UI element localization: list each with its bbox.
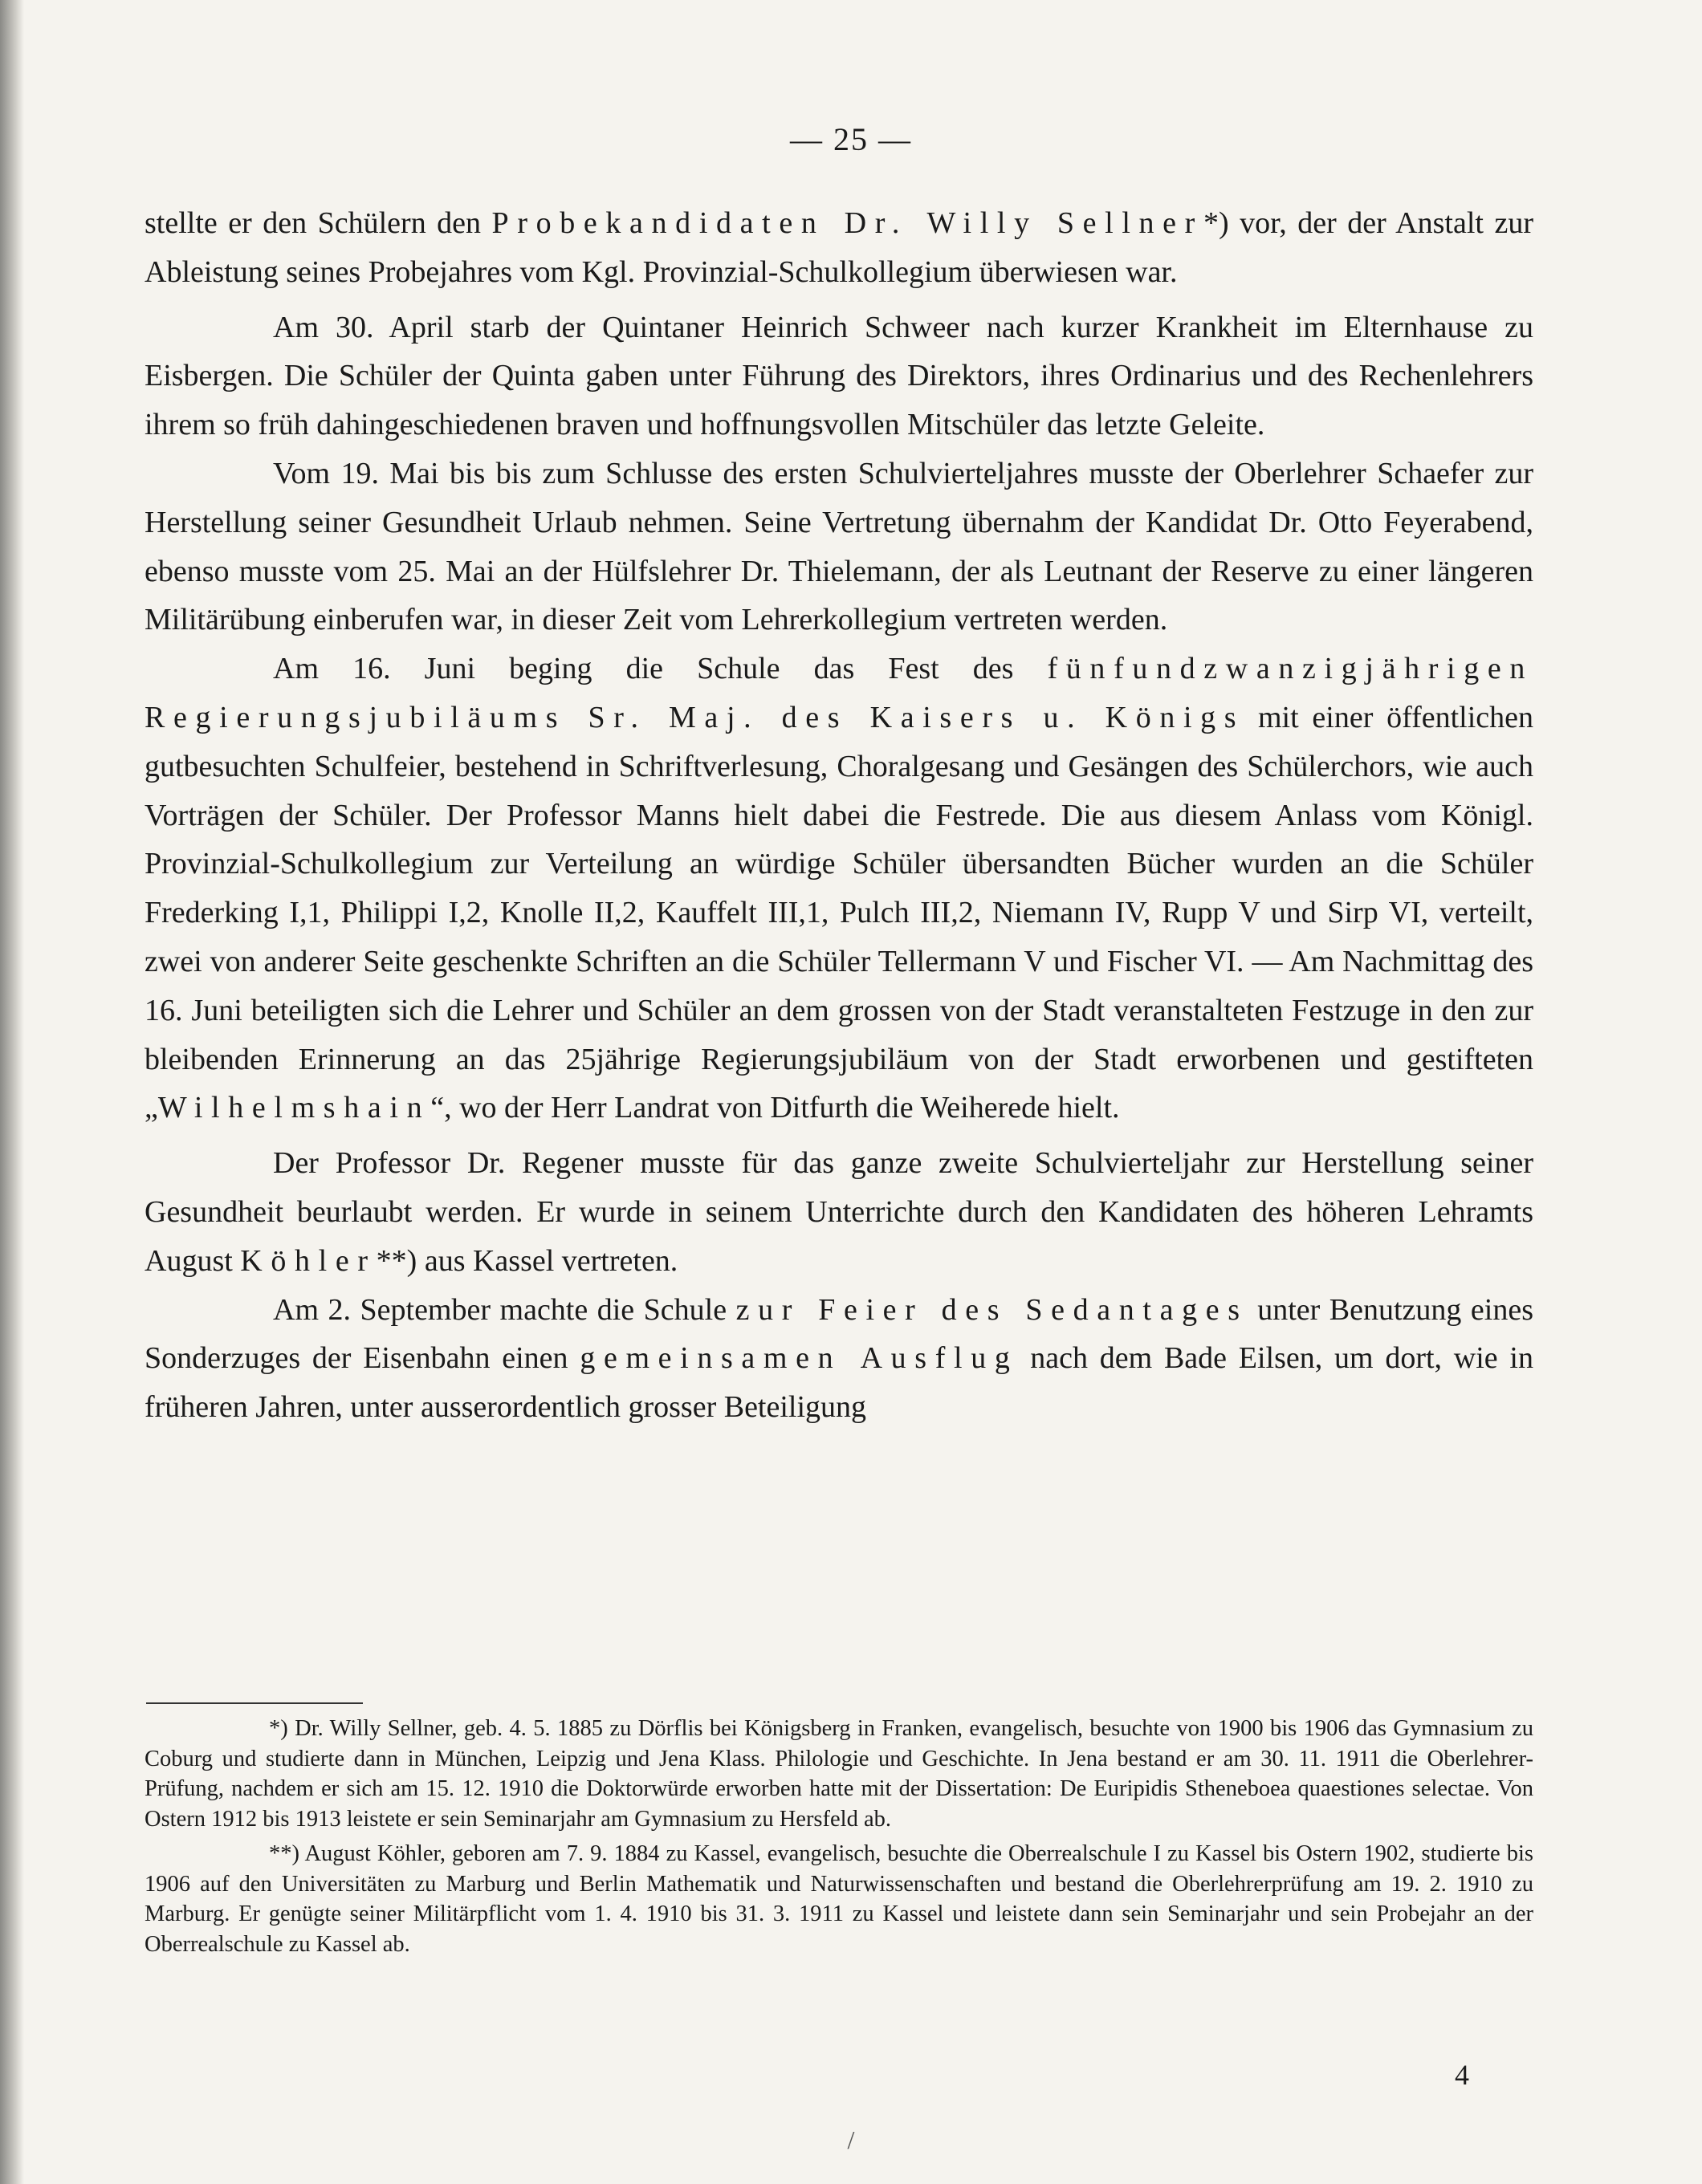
page-number: — 25 — bbox=[790, 121, 912, 157]
sheet-number: 4 bbox=[1455, 2059, 1469, 2091]
spaced-emphasis: gemeinsamen Ausflug bbox=[580, 1341, 1019, 1376]
paragraph-6: Am 2. September machte die Schule zur Feier des Sedantages unter Benutzung eines Sonderzuges der Eisenbahn einen gemeinsamen Ausflug nach dem Bade Eilsen, um dort, wie in früheren Jahren, unter ausserordentlich grosser Beteiligung bbox=[145, 1292, 1533, 1425]
page-binding-edge bbox=[0, 0, 24, 2184]
paragraph-5: Der Professor Dr. Regener musste für das ganze zweite Schulvierteljahr zur Herstellung seiner Gesundheit beurlaubt werden. Er wurde in seinem Unterrichte durch den Kandidaten des höheren Lehramts August Köhler**) aus Kassel vertreten. bbox=[145, 1146, 1533, 1278]
paragraph-4: Am 16. Juni beging die Schule das Fest des fünfundzwanzigjährigen Regierungsjubiläums Sr. Maj. des Kaisers u. Königs mit einer öffentlichen gutbesuchten Schulfeier, bestehend in Schriftverlesung, Choralgesang und Gesängen des Schülerchors, wie auch Vorträgen der Schüler. Der Professor Manns hielt dabei die Festrede. Die aus diesem Anlass vom Königl. Provinzial-Schulkollegium zur Verteilung an würdige Schüler übersandten Bücher wurden an die Schüler Frederking I,1, Philippi I,2, Knolle II,2, Kauffelt III,1, Pulch III,2, Niemann IV, Rupp V und Sirp VI, verteilt, zwei von anderer Seite geschenkte Schriften an die Schüler Tellermann V und Fischer VI. — Am Nachmittag des 16. Juni beteiligten sich die Lehrer und Schüler an dem grossen von der Stadt veranstalteten Festzuge in den zur bleibenden Erinnerung an das 25jährige Regierungsjubiläum von der Stadt erworbenen und gestifteten „Wilhelmshain“, wo der Herr Landrat von Ditfurth die Weiherede hielt. bbox=[145, 652, 1533, 1125]
paragraph-1: stellte er den Schülern den Probekandidaten Dr. Willy Sellner*) vor, der der Anstalt zur Ableistung seines Probejahres vom Kgl. Provinzial-Schulkollegium überwiesen war. bbox=[145, 206, 1533, 289]
footnote-rule bbox=[146, 1702, 363, 1704]
paragraph-3: Vom 19. Mai bis bis zum Schlusse des ersten Schulvierteljahres musste der Oberlehrer Schaefer zur Herstellung seiner Gesundheit Urlaub nehmen. Seine Vertretung übernahm der Kandidat Dr. Otto Feyerabend, ebenso musste vom 25. Mai an der Hülfslehrer Dr. Thielemann, der als Leutnant der Reserve zu einer längeren Militärübung einberufen war, in dieser Zeit vom Lehrerkollegium vertreten werden. bbox=[145, 456, 1533, 637]
spaced-emphasis: Probekandidaten Dr. Willy Sellner bbox=[491, 206, 1203, 240]
spaced-emphasis: zur Feier des Sedantages bbox=[735, 1292, 1248, 1327]
footnote-1: *) Dr. Willy Sellner, geb. 4. 5. 1885 zu Dörflis bei Königsberg in Franken, evangelisch, besuchte von 1900 bis 1906 das Gymnasium zu Coburg und studierte dann in München, Leipzig und Jena Klass. Philologie und Geschichte. In Jena bestand er am 30. 11. 1911 die Oberlehrer-Prüfung, nachdem er sich am 15. 12. 1910 die Doktorwürde erworben hatte mit der Dissertation: De Euripidis Stheneboea quaestiones selectae. Von Ostern 1912 bis 1913 leistete er sein Seminarjahr am Gymnasium zu Hersfeld ab. bbox=[145, 1716, 1533, 1832]
spaced-emphasis: fünfundzwanzigjährigen Regierungsjubiläums Sr. Maj. des Kaisers u. Königs bbox=[145, 652, 1533, 734]
footnotes bbox=[145, 1714, 1533, 1964]
body-text bbox=[145, 199, 1533, 1432]
paragraph-2: Am 30. April starb der Quintaner Heinrich Schweer nach kurzer Krankheit im Elternhause zu Eisbergen. Die Schüler der Quinta gaben unter Führung des Direktors, ihres Ordinarius und des Rechenlehrers ihrem so früh dahingeschiedenen braven und hoffnungsvollen Mitschüler das letzte Geleite. bbox=[145, 310, 1533, 442]
footnote-2: **) August Köhler, geboren am 7. 9. 1884 zu Kassel, evangelisch, besuchte die Oberrealschule I zu Kassel bis Ostern 1902, studierte bis 1906 auf den Universitäten zu Marburg und Berlin Mathematik und Naturwissenschaften und bestand die Oberlehrerprüfung am 19. 2. 1910 zu Marburg. Er genügte seiner Militärpflicht vom 1. 4. 1910 bis 31. 3. 1911 zu Kassel und leistete dann sein Seminarjahr und sein Probejahr an der Oberrealschule zu Kassel ab. bbox=[145, 1841, 1533, 1957]
spaced-emphasis: Wilhelmshain bbox=[157, 1091, 431, 1125]
stray-mark: / bbox=[847, 2125, 855, 2154]
spaced-emphasis: Köhler bbox=[240, 1243, 377, 1278]
